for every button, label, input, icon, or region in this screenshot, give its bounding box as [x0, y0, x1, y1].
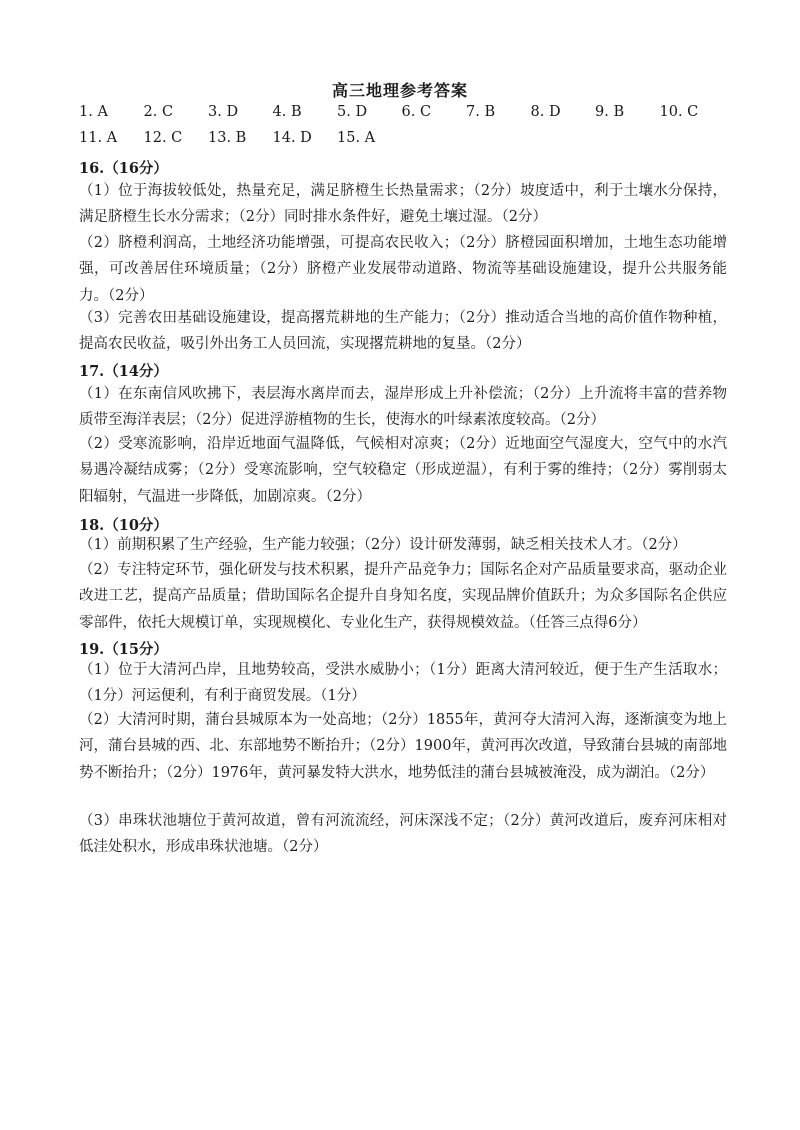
- question-17-header: 17.（14分）: [79, 363, 168, 380]
- question-18-answer-2: （2）专注特定环节，强化研发与技术积累，提升产品竞争力；国际名企对产品质量要求高，驱动企业改进工艺，提高产品质量；借助国际名企提升自身知名度，实现品牌价值跃升；为众多国际名企供应零部件，依托大规模订单，实现规模化、专业化生产，获得规模效益。（任答三点得6分）: [79, 562, 727, 631]
- mc-answer: 14. D: [272, 130, 312, 146]
- question-16-answer-3: （3）完善农田基础设施建设，提高撂荒耕地的生产能力；（2分）推动适合当地的高价值作物种植，提高农民收益，吸引外出务工人员回流，实现撂荒耕地的复垦。（2分）: [79, 310, 727, 353]
- mc-answer: 10. C: [659, 104, 699, 120]
- mc-answer: 2. C: [143, 104, 174, 120]
- question-18-header: 18.（10分）: [79, 517, 168, 534]
- mc-answer: 8. D: [530, 104, 561, 120]
- mc-answer: 6. C: [401, 104, 432, 120]
- mc-answer: 11. A: [79, 130, 118, 146]
- mc-answer: 9. B: [595, 104, 625, 120]
- question-19-answer-3: （3）串珠状池塘位于黄河故道，曾有河流流经，河床深浅不定；（2分）黄河改道后，废弃河床相对低洼处积水，形成串珠状池塘。（2分）: [79, 813, 727, 856]
- mc-answer: 12. C: [143, 130, 183, 146]
- mc-answer: 15. A: [337, 130, 376, 146]
- question-19-answer-1: （1）位于大清河凸岸，且地势较高，受洪水威胁小；（1分）距离大清河较近，便于生产生活取水；（1分）河运便利，有利于商贸发展。（1分）: [79, 662, 727, 705]
- mc-answer: 4. B: [272, 104, 302, 120]
- question-17-answer-2: （2）受寒流影响，沿岸近地面气温降低，气候相对凉爽；（2分）近地面空气湿度大，空气中的水汽易遇冷凝结成雾；（2分）受寒流影响，空气较稳定（形成逆温），有利于雾的维持；（2分）雾削弱太阳辐射，气温进一步降低，加剧凉爽。（2分）: [79, 436, 727, 505]
- mc-answer: 13. B: [208, 130, 247, 146]
- question-19-answer-2: （2）大清河时期，蒲台县城原本为一处高地；（2分）1855年，黄河夺大清河入海，逐渐演变为地上河，蒲台县城的西、北、东部地势不断抬升；（2分）1900年，黄河再次改道，导致蒲台县城的南部地势不断抬升；（2分）1976年，黄河暴发特大洪水，地势低洼的蒲台县城被淹没，成为湖泊。（2分）: [79, 712, 727, 781]
- multiple-choice-row-2: [79, 130, 402, 146]
- question-16-header: 16.（16分）: [79, 160, 168, 177]
- question-16-answer-1: （1）位于海拔较低处，热量充足，满足脐橙生长热量需求；（2分）坡度适中，利于土壤水分保持，满足脐橙生长水分需求；（2分）同时排水条件好，避免土壤过湿。（2分）: [79, 183, 727, 226]
- question-17-answer-1: （1）在东南信风吹拂下，表层海水离岸而去，湿岸形成上升补偿流；（2分）上升流将丰富的营养物质带至海洋表层；（2分）促进浮游植物的生长，使海水的叶绿素浓度较高。（2分）: [79, 386, 727, 429]
- page-title: 高三地理参考答案: [331, 81, 468, 100]
- mc-answer: 5. D: [337, 104, 368, 120]
- mc-answer: 1. A: [79, 104, 108, 120]
- question-19-header: 19.（15分）: [79, 641, 168, 658]
- mc-answer: 7. B: [466, 104, 496, 120]
- question-18-answer-1: （1）前期积累了生产经验，生产能力较强；（2分）设计研发薄弱，缺乏相关技术人才。（2分）: [79, 537, 687, 553]
- question-16-answer-2: （2）脐橙利润高，土地经济功能增强，可提高农民收入；（2分）脐橙园面积增加，土地生态功能增强，可改善居住环境质量；（2分）脐橙产业发展带动道路、物流等基础设施建设，提升公共服务能力。（2分）: [79, 235, 727, 304]
- multiple-choice-row-1: [79, 104, 724, 120]
- mc-answer: 3. D: [208, 104, 239, 120]
